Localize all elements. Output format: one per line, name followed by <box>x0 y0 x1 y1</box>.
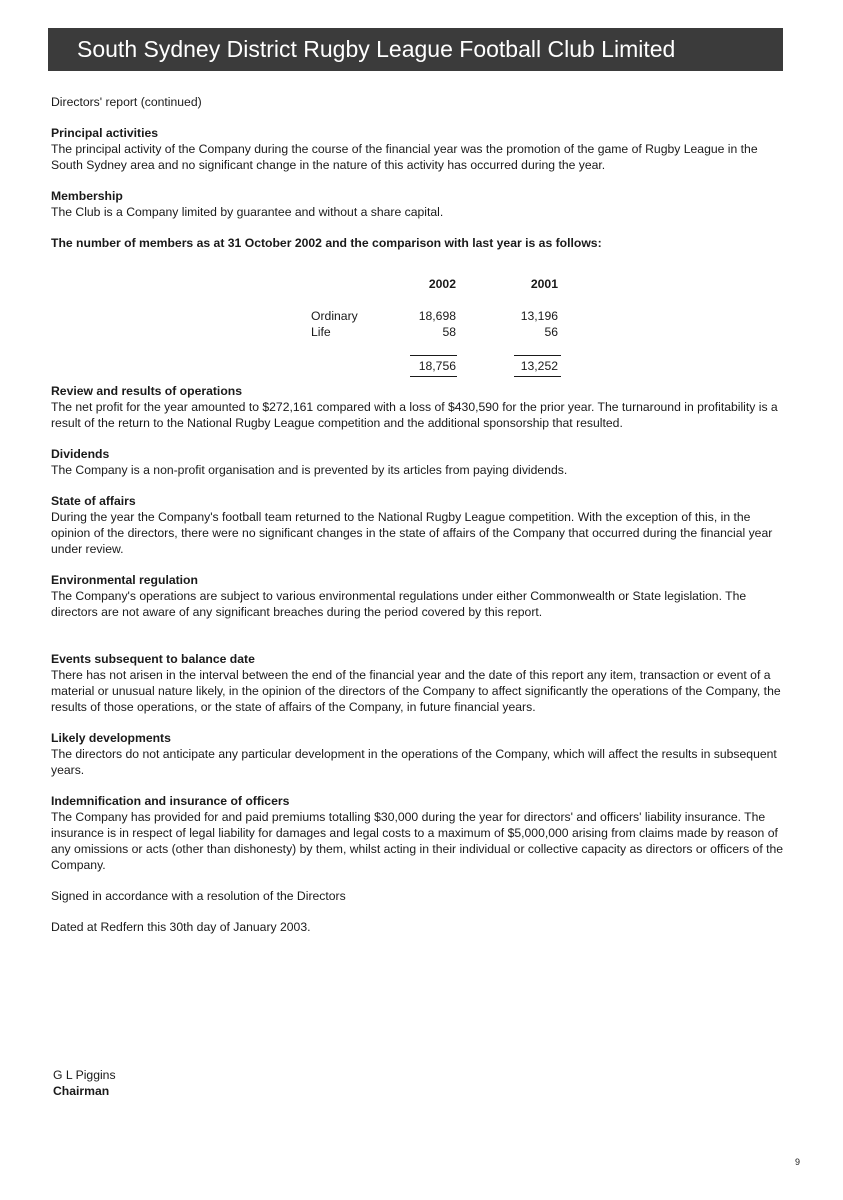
section-heading: Likely developments <box>51 731 171 746</box>
section-state-of-affairs <box>51 493 786 557</box>
section-text: There has not arisen in the interval between the end of the financial year and the date of this report any item, transaction or event of a material or unusual nature likely, in the opinion of the directors of the Company to affect significantly the operations of the Company, the results of those operations, or the state of affairs of the Company, in future financial years. <box>51 668 781 715</box>
year-header: 2002 <box>428 277 456 292</box>
page-number: 9 <box>795 1157 801 1167</box>
year-header: 2001 <box>530 277 558 292</box>
section-text: The directors do not anticipate any particular development in the operations of the Company, which will affect the results in subsequent years. <box>51 747 777 778</box>
section-heading: State of affairs <box>51 494 136 509</box>
total-value: 13,252 <box>520 359 558 374</box>
dated-statement: Dated at Redfern this 30th day of January 2003. <box>51 920 311 935</box>
total-value: 18,756 <box>418 359 456 374</box>
total-rule <box>410 355 457 356</box>
cell-value: 18,698 <box>418 309 456 324</box>
membership-table <box>51 263 786 383</box>
page-title: South Sydney District Rugby League Football Club Limited <box>48 28 783 71</box>
section-text: The Club is a Company limited by guarantee and without a share capital. <box>51 205 444 219</box>
section-heading: Principal activities <box>51 126 159 140</box>
total-rule <box>410 376 457 377</box>
section-heading: Review and results of operations <box>51 384 242 399</box>
row-label-life: Life <box>311 325 331 340</box>
signatory-name: G L Piggins <box>53 1068 116 1082</box>
section-heading: Environmental regulation <box>51 573 198 588</box>
section-heading: Dividends <box>51 447 110 462</box>
cell-value: 58 <box>442 325 456 340</box>
cell-value: 56 <box>544 325 558 340</box>
section-likely <box>51 730 786 778</box>
section-heading: Membership <box>51 189 123 203</box>
section-text: The net profit for the year amounted to $272,161 compared with a loss of $430,590 for the prior year. The turnaround in profitability is a result of the return to the National Rugby League competition and the additional sponsorship that resulted. <box>51 400 778 431</box>
section-heading: Events subsequent to balance date <box>51 652 255 667</box>
section-text: The Company is a non-profit organisation and is prevented by its articles from paying dividends. <box>51 463 568 478</box>
section-indemnification <box>51 793 786 873</box>
section-events <box>51 651 786 715</box>
members-intro: The number of members as at 31 October 2002 and the comparison with last year is as follows: <box>51 236 602 250</box>
signed-statement: Signed in accordance with a resolution of the Directors <box>51 889 346 904</box>
section-text: The Company's operations are subject to various environmental regulations under either Commonwealth or State legislation. The directors are not aware of any significant breaches during the period covered by this report. <box>51 589 747 620</box>
section-dividends <box>51 446 786 478</box>
section-membership <box>51 188 786 220</box>
total-rule <box>514 376 561 377</box>
report-subtitle: Directors' report (continued) <box>51 95 202 109</box>
section-principal-activities <box>51 125 786 173</box>
row-label-ordinary: Ordinary <box>311 309 358 324</box>
section-environmental <box>51 572 786 620</box>
section-text: The principal activity of the Company during the course of the financial year was the promotion of the game of Rugby League in the South Sydney area and no significant change in the nature of this activity has occurred during the year. <box>51 142 758 172</box>
signatory-title: Chairman <box>53 1084 110 1098</box>
cell-value: 13,196 <box>520 309 558 324</box>
section-text: During the year the Company's football team returned to the National Rugby League competition. With the exception of this, in the opinion of the directors, there were no significant changes in the state of affairs of the Company that occurred during the financial year under review. <box>51 510 773 557</box>
section-review <box>51 383 786 431</box>
total-rule <box>514 355 561 356</box>
report-body <box>51 94 786 935</box>
section-heading: Indemnification and insurance of officers <box>51 794 290 809</box>
section-text: The Company has provided for and paid premiums totalling $30,000 during the year for directors' and officers' liability insurance. The insurance is in respect of legal liability for damages and legal costs to a maximum of $5,000,000 arising from claims made by reason of any omissions or acts (other than dishonesty) by them, whilst acting in their individual or collective capacity as directors or officers of the Company. <box>51 810 784 873</box>
